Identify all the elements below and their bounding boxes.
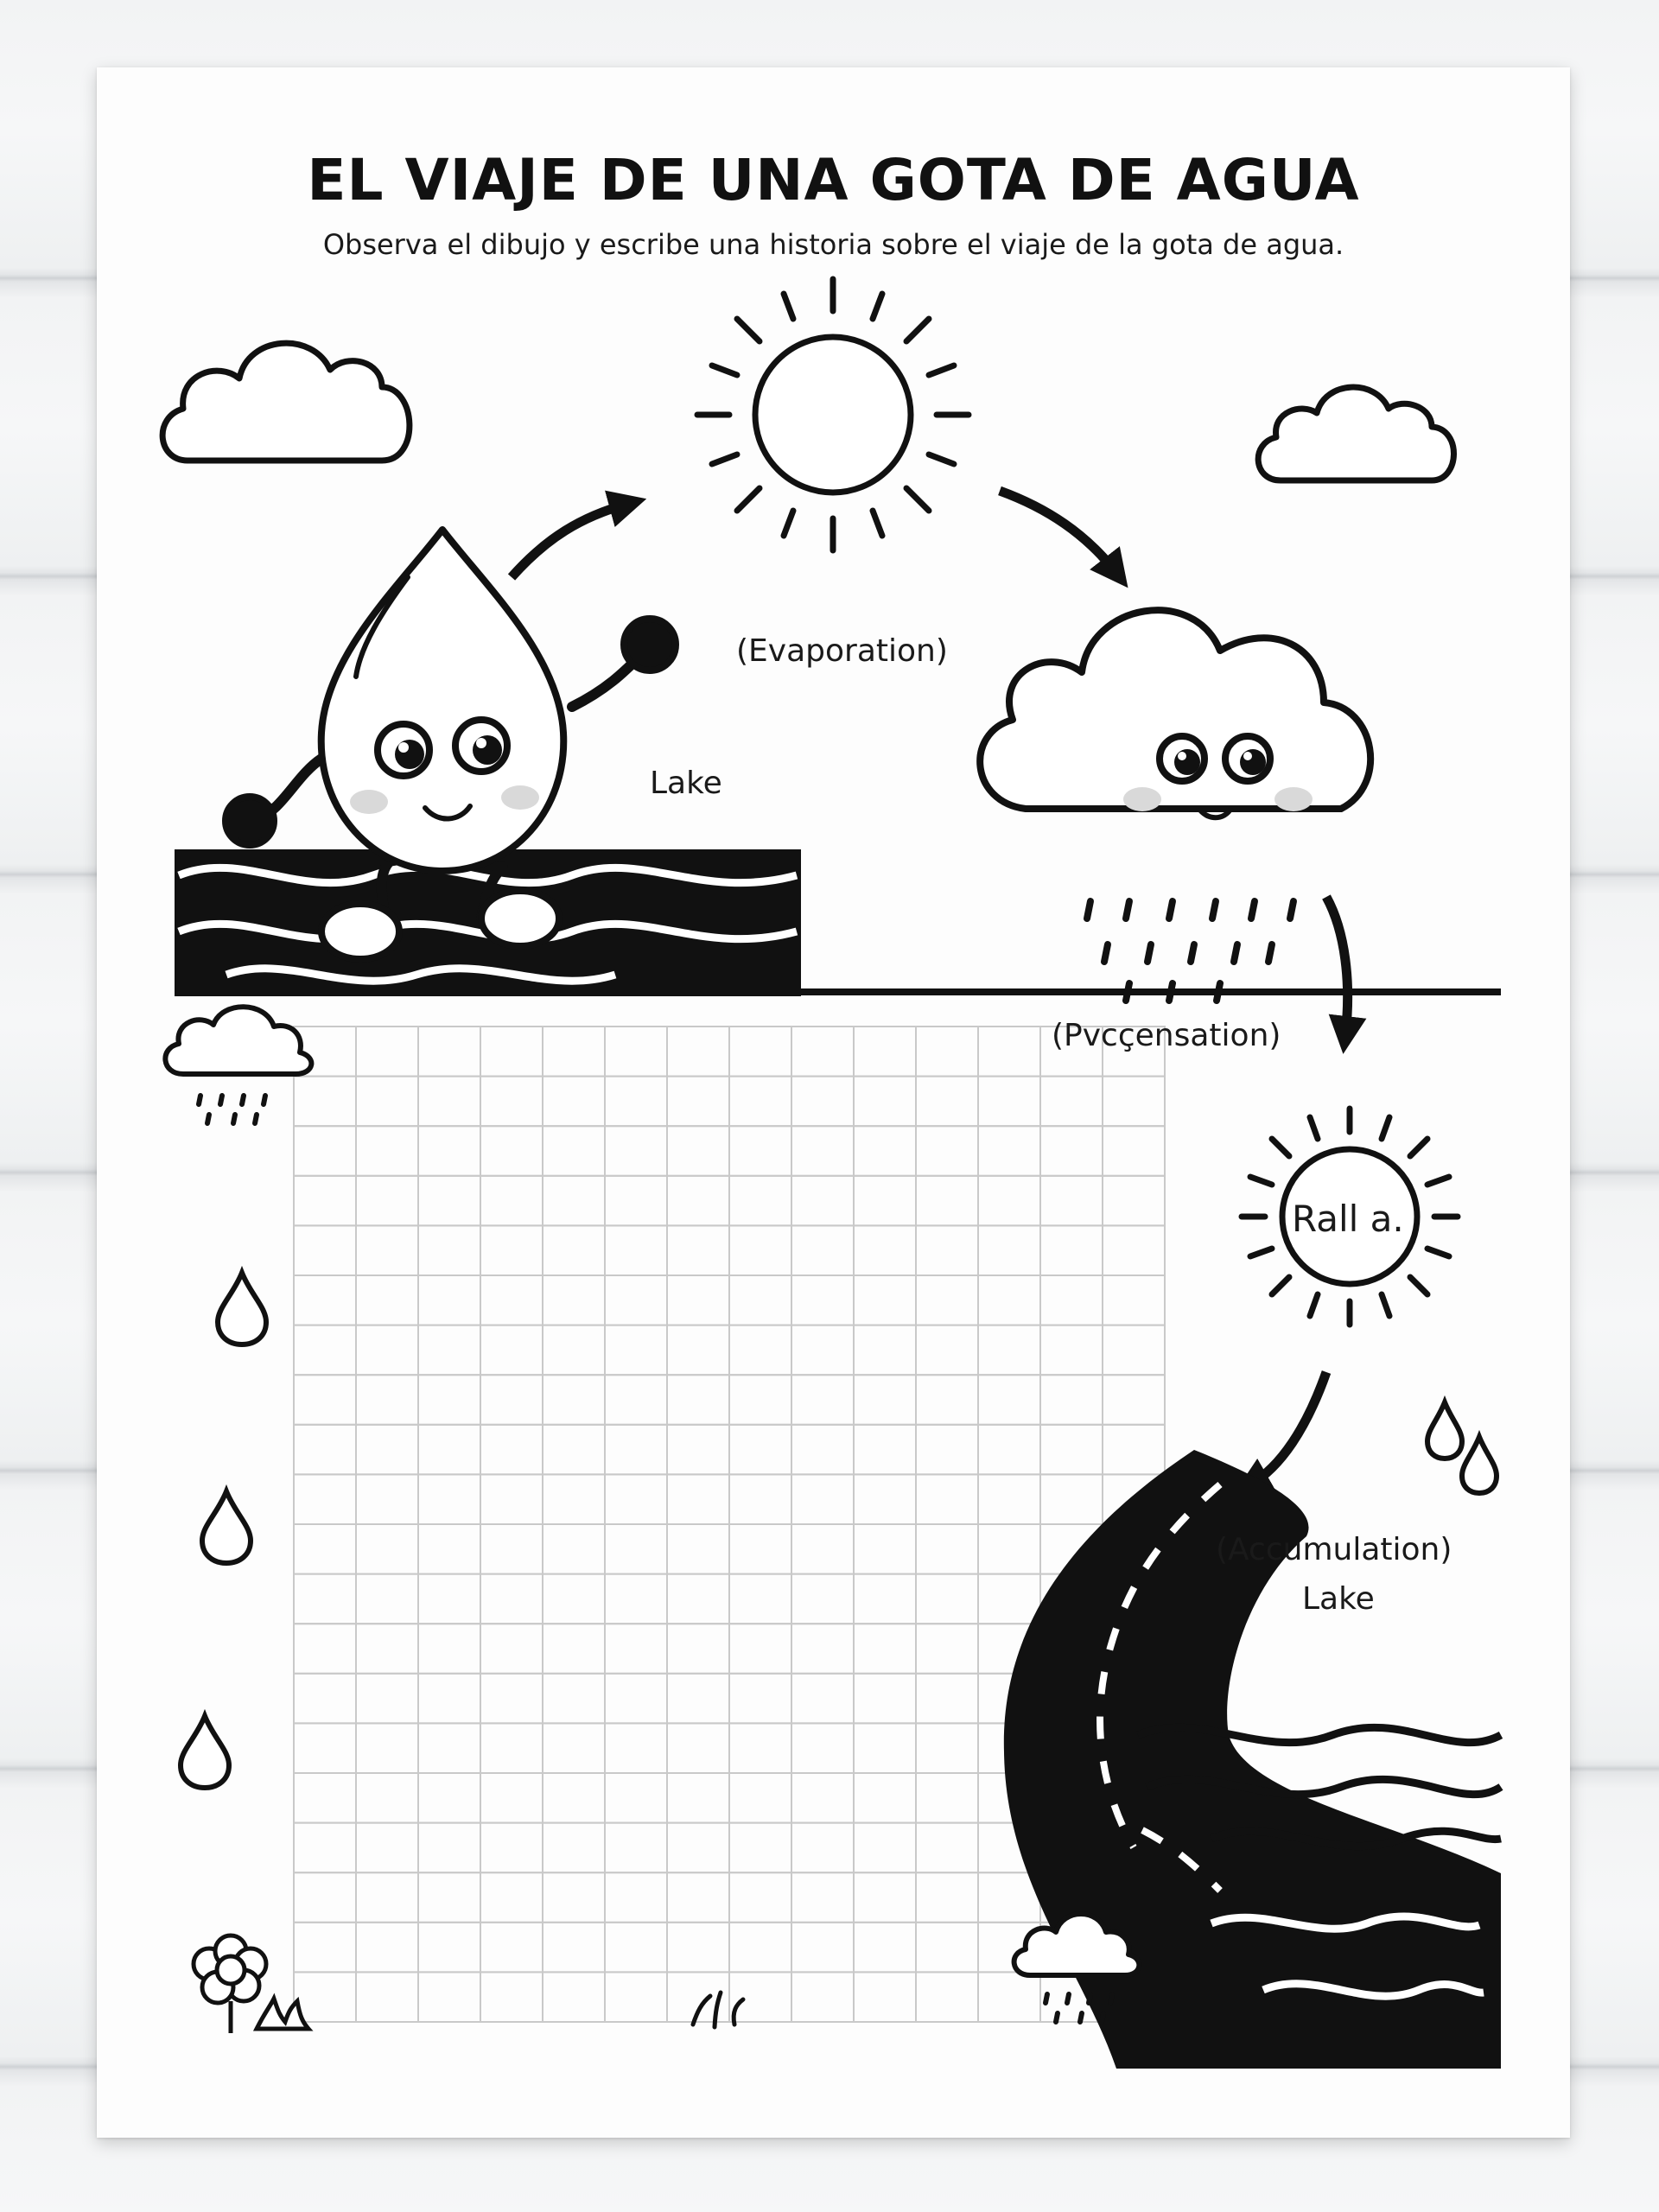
grid-cell xyxy=(667,1773,729,1823)
grid-cell xyxy=(543,1872,605,1923)
grid-cell xyxy=(418,1126,480,1176)
grid-cell xyxy=(916,1823,978,1873)
grid-cell xyxy=(356,1872,418,1923)
sun-icon xyxy=(697,279,969,550)
grid-cell xyxy=(791,1474,854,1524)
raindrops-icon xyxy=(1087,901,1294,1001)
grid-cell xyxy=(1103,1375,1165,1425)
grid-cell xyxy=(791,1624,854,1674)
grid-cell xyxy=(418,1027,480,1077)
grid-cell xyxy=(978,1425,1040,1475)
grid-cell xyxy=(294,1275,356,1325)
grid-cell xyxy=(729,1972,791,2022)
grid-cell xyxy=(418,1325,480,1376)
grid-cell xyxy=(418,1176,480,1226)
grid-cell xyxy=(543,1674,605,1724)
instructions-text: Observa el dibujo y escribe una historia sobre el viaje de la gota de agua. xyxy=(322,228,1344,261)
grid-cell xyxy=(978,1275,1040,1325)
grid-cell xyxy=(605,1275,667,1325)
rain-cloud-character xyxy=(980,610,1370,817)
grid-cell xyxy=(667,1524,729,1574)
grid-cell xyxy=(916,1225,978,1275)
grid-cell xyxy=(978,1375,1040,1425)
grid-cell xyxy=(978,1972,1040,2022)
grid-cell xyxy=(480,1474,543,1524)
grid-cell xyxy=(543,1225,605,1275)
grid-cell xyxy=(294,1872,356,1923)
grid-cell xyxy=(916,1077,978,1127)
grid-cell xyxy=(418,1077,480,1127)
grid-cell xyxy=(729,1923,791,1973)
grid-cell xyxy=(543,1474,605,1524)
grid-cell xyxy=(480,1225,543,1275)
grid-cell xyxy=(854,1773,916,1823)
water-drop-icon xyxy=(218,1273,266,1344)
grid-cell xyxy=(916,1773,978,1823)
grid-cell xyxy=(667,1176,729,1226)
grid-cell xyxy=(480,1723,543,1773)
grid-cell xyxy=(1040,1225,1103,1275)
grid-cell xyxy=(854,1923,916,1973)
grid-cell xyxy=(418,1474,480,1524)
grid-cell xyxy=(916,1872,978,1923)
grid-cell xyxy=(729,1275,791,1325)
grid-cell xyxy=(729,1126,791,1176)
grid-cell xyxy=(605,1674,667,1724)
grid-cell xyxy=(418,1275,480,1325)
grid-cell xyxy=(605,1972,667,2022)
grid-cell xyxy=(356,1425,418,1475)
water-drop-icon xyxy=(181,1716,229,1788)
flower-icon xyxy=(194,1936,266,2033)
grid-cell xyxy=(605,1773,667,1823)
grid-cell xyxy=(294,1425,356,1475)
grid-cell xyxy=(916,1524,978,1574)
grid-cell xyxy=(978,1225,1040,1275)
grid-cell xyxy=(791,1823,854,1873)
grid-cell xyxy=(480,1126,543,1176)
grass-icon xyxy=(257,1999,308,2029)
grid-cell xyxy=(294,1126,356,1176)
grid-cell xyxy=(1040,1275,1103,1325)
grid-cell xyxy=(729,1674,791,1724)
grid-cell xyxy=(791,1325,854,1376)
grid-cell xyxy=(294,1176,356,1226)
grid-cell xyxy=(1040,1425,1103,1475)
grid-cell xyxy=(418,1425,480,1475)
grid-cell xyxy=(418,1823,480,1873)
sun-label: Rall a. xyxy=(1292,1198,1404,1240)
grid-cell xyxy=(729,1474,791,1524)
grid-cell xyxy=(1040,1375,1103,1425)
grid-cell xyxy=(356,1275,418,1325)
grid-cell xyxy=(854,1176,916,1226)
grid-cell xyxy=(356,1126,418,1176)
grid-cell xyxy=(356,1823,418,1873)
grid-cell xyxy=(480,1375,543,1425)
grid-cell xyxy=(294,1823,356,1873)
grid-cell xyxy=(480,1425,543,1475)
grid-cell xyxy=(294,1674,356,1724)
grid-cell xyxy=(418,1723,480,1773)
grid-cell xyxy=(729,1823,791,1873)
grid-cell xyxy=(916,1375,978,1425)
cloud-icon xyxy=(162,343,410,461)
grid-cell xyxy=(791,1872,854,1923)
grid-cell xyxy=(916,1027,978,1077)
worksheet-page xyxy=(97,67,1570,2138)
grid-cell xyxy=(854,1972,916,2022)
grid-cell xyxy=(605,1624,667,1674)
grid-cell xyxy=(418,1872,480,1923)
grid-cell xyxy=(543,1425,605,1475)
grid-cell xyxy=(791,1375,854,1425)
grid-cell xyxy=(418,1225,480,1275)
grid-cell xyxy=(356,1077,418,1127)
grid-cell xyxy=(729,1773,791,1823)
grid-cell xyxy=(667,1624,729,1674)
grid-cell xyxy=(356,1524,418,1574)
grid-cell xyxy=(1040,1474,1103,1524)
grid-cell xyxy=(605,1126,667,1176)
grid-cell xyxy=(1040,1126,1103,1176)
grid-cell xyxy=(356,1176,418,1226)
grid-cell xyxy=(605,1225,667,1275)
grid-cell xyxy=(916,1126,978,1176)
grid-cell xyxy=(854,1574,916,1624)
grid-cell xyxy=(729,1176,791,1226)
grid-cell xyxy=(356,1574,418,1624)
grid-cell xyxy=(667,1275,729,1325)
grid-cell xyxy=(729,1524,791,1574)
grid-cell xyxy=(294,1225,356,1275)
grid-cell xyxy=(791,1225,854,1275)
grid-cell xyxy=(854,1524,916,1574)
grid-cell xyxy=(729,1325,791,1376)
arrow-icon xyxy=(1250,1372,1326,1484)
grid-cell xyxy=(729,1425,791,1475)
grid-cell xyxy=(916,1624,978,1674)
grid-cell xyxy=(480,1624,543,1674)
condensation-label: (Pvcçensation) xyxy=(1052,1018,1281,1053)
grid-cell xyxy=(854,1723,916,1773)
rain-cloud-icon xyxy=(165,1007,311,1123)
grid-cell xyxy=(667,1823,729,1873)
grid-cell xyxy=(605,1872,667,1923)
grid-cell xyxy=(605,1474,667,1524)
grid-cell xyxy=(854,1375,916,1425)
grid-cell xyxy=(854,1325,916,1376)
grid-cell xyxy=(916,1923,978,1973)
grid-cell xyxy=(356,1624,418,1674)
grid-cell xyxy=(791,1923,854,1973)
grid-cell xyxy=(543,1176,605,1226)
grid-cell xyxy=(294,1077,356,1127)
grid-cell xyxy=(791,1425,854,1475)
grid-cell xyxy=(667,1872,729,1923)
grid-cell xyxy=(294,1325,356,1376)
grid-cell xyxy=(543,1972,605,2022)
arrow-icon xyxy=(1326,897,1348,1035)
grid-cell xyxy=(543,1126,605,1176)
grid-cell xyxy=(729,1723,791,1773)
grid-cell xyxy=(418,1524,480,1574)
grid-cell xyxy=(854,1425,916,1475)
grid-cell xyxy=(480,1077,543,1127)
grid-cell xyxy=(543,1375,605,1425)
grid-cell xyxy=(480,1325,543,1376)
water-cycle-illustration xyxy=(97,67,1570,2138)
grid-cell xyxy=(605,1723,667,1773)
grid-cell xyxy=(791,1176,854,1226)
grid-cell xyxy=(667,1077,729,1127)
grid-cell xyxy=(854,1027,916,1077)
grid-cell xyxy=(543,1027,605,1077)
grid-cell xyxy=(418,1773,480,1823)
grid-cell xyxy=(480,1972,543,2022)
grid-cell xyxy=(605,1375,667,1425)
grid-cell xyxy=(605,1077,667,1127)
grid-cell xyxy=(356,1723,418,1773)
grid-cell xyxy=(916,1275,978,1325)
water-drop-icon xyxy=(202,1491,251,1563)
grid-cell xyxy=(480,1823,543,1873)
grid-cell xyxy=(667,1375,729,1425)
grid-cell xyxy=(978,1574,1040,1624)
grid-cell xyxy=(978,1325,1040,1376)
grid-cell xyxy=(294,1524,356,1574)
grid-cell xyxy=(418,1674,480,1724)
grid-cell xyxy=(978,1474,1040,1524)
grid-cell xyxy=(978,1176,1040,1226)
grid-cell xyxy=(480,1923,543,1973)
grid-cell xyxy=(356,1972,418,2022)
water-drop-icon xyxy=(1462,1437,1497,1493)
grid-cell xyxy=(543,1325,605,1376)
grid-cell xyxy=(791,1077,854,1127)
grid-cell xyxy=(356,1225,418,1275)
grid-cell xyxy=(667,1425,729,1475)
grid-cell xyxy=(294,1972,356,2022)
grid-cell xyxy=(791,1574,854,1624)
grid-cell xyxy=(854,1275,916,1325)
grid-cell xyxy=(605,1923,667,1973)
grid-cell xyxy=(791,1126,854,1176)
grid-cell xyxy=(543,1275,605,1325)
grid-cell xyxy=(294,1624,356,1674)
grid-cell xyxy=(791,1275,854,1325)
grid-cell xyxy=(356,1375,418,1425)
grid-cell xyxy=(1040,1176,1103,1226)
grid-cell xyxy=(1040,1325,1103,1376)
grid-cell xyxy=(1103,1225,1165,1275)
grid-cell xyxy=(480,1275,543,1325)
grid-cell xyxy=(916,1176,978,1226)
grid-cell xyxy=(418,1375,480,1425)
grid-cell xyxy=(854,1674,916,1724)
water-drop-icon xyxy=(1427,1402,1462,1459)
grid-cell xyxy=(667,1923,729,1973)
grid-cell xyxy=(1103,1425,1165,1475)
grid-cell xyxy=(294,1923,356,1973)
grid-cell xyxy=(480,1027,543,1077)
grid-cell xyxy=(729,1027,791,1077)
grid-cell xyxy=(356,1923,418,1973)
grid-cell xyxy=(418,1972,480,2022)
grid-cell xyxy=(916,1474,978,1524)
grid-cell xyxy=(356,1674,418,1724)
grid-cell xyxy=(916,1325,978,1376)
grid-cell xyxy=(356,1773,418,1823)
grid-cell xyxy=(667,1474,729,1524)
grid-cell xyxy=(605,1176,667,1226)
grid-cell xyxy=(543,1574,605,1624)
grid-cell xyxy=(978,1524,1040,1574)
grid-cell xyxy=(916,1723,978,1773)
grid-cell xyxy=(729,1225,791,1275)
grid-cell xyxy=(1103,1275,1165,1325)
grid-cell xyxy=(543,1624,605,1674)
grid-cell xyxy=(543,1823,605,1873)
grid-cell xyxy=(854,1872,916,1923)
grid-cell xyxy=(791,1027,854,1077)
grid-cell xyxy=(605,1823,667,1873)
grid-cell xyxy=(543,1723,605,1773)
grid-cell xyxy=(854,1126,916,1176)
grid-cell xyxy=(543,1524,605,1574)
grid-cell xyxy=(605,1524,667,1574)
grid-cell xyxy=(729,1624,791,1674)
grid-cell xyxy=(791,1723,854,1773)
lake-label: Lake xyxy=(650,766,722,801)
grid-cell xyxy=(729,1574,791,1624)
grid-cell xyxy=(916,1972,978,2022)
grid-cell xyxy=(480,1872,543,1923)
arrow-icon xyxy=(1000,491,1116,573)
grid-cell xyxy=(605,1425,667,1475)
grid-cell xyxy=(480,1176,543,1226)
grid-cell xyxy=(729,1077,791,1127)
grid-cell xyxy=(667,1674,729,1724)
grid-cell xyxy=(854,1474,916,1524)
grid-cell xyxy=(605,1574,667,1624)
grid-cell xyxy=(791,1674,854,1724)
arrow-icon xyxy=(512,504,628,577)
grid-cell xyxy=(667,1126,729,1176)
grid-cell xyxy=(294,1375,356,1425)
grid-cell xyxy=(418,1624,480,1674)
grid-cell xyxy=(543,1077,605,1127)
grid-cell xyxy=(294,1773,356,1823)
evaporation-label: (Evaporation) xyxy=(736,633,948,669)
grid-cell xyxy=(294,1574,356,1624)
grid-cell xyxy=(978,1027,1040,1077)
grid-cell xyxy=(356,1474,418,1524)
grid-cell xyxy=(854,1624,916,1674)
grid-cell xyxy=(480,1574,543,1624)
grid-cell xyxy=(667,1225,729,1275)
grid-cell xyxy=(480,1524,543,1574)
grid-cell xyxy=(543,1773,605,1823)
grid-cell xyxy=(916,1574,978,1624)
grid-cell xyxy=(916,1674,978,1724)
grid-cell xyxy=(356,1027,418,1077)
grid-cell xyxy=(854,1823,916,1873)
cloud-icon xyxy=(1258,387,1453,480)
grid-cell xyxy=(418,1923,480,1973)
grid-cell xyxy=(791,1773,854,1823)
grid-cell xyxy=(294,1474,356,1524)
grid-cell xyxy=(480,1674,543,1724)
grid-cell xyxy=(605,1027,667,1077)
grid-cell xyxy=(294,1723,356,1773)
grid-cell xyxy=(854,1225,916,1275)
grid-cell xyxy=(916,1425,978,1475)
grid-cell xyxy=(356,1325,418,1376)
grid-cell xyxy=(729,1375,791,1425)
grid-cell xyxy=(1103,1325,1165,1376)
grid-cell xyxy=(1103,1077,1165,1127)
grid-cell xyxy=(854,1077,916,1127)
grid-cell xyxy=(791,1524,854,1574)
grid-cell xyxy=(1103,1176,1165,1226)
lake-label-bottom: Lake xyxy=(1302,1581,1375,1617)
grid-cell xyxy=(543,1923,605,1973)
page-title: EL VIAJE DE UNA GOTA DE AGUA xyxy=(307,147,1360,213)
grid-cell xyxy=(418,1574,480,1624)
grid-cell xyxy=(667,1723,729,1773)
grid-cell xyxy=(729,1872,791,1923)
grid-cell xyxy=(667,1574,729,1624)
grid-cell xyxy=(667,1325,729,1376)
grid-cell xyxy=(605,1325,667,1376)
grid-cell xyxy=(978,1126,1040,1176)
grid-cell xyxy=(480,1773,543,1823)
grid-cell xyxy=(1040,1077,1103,1127)
grid-cell xyxy=(978,1077,1040,1127)
grid-cell xyxy=(667,1027,729,1077)
grid-cell xyxy=(1103,1126,1165,1176)
grid-cell xyxy=(791,1972,854,2022)
accumulation-label: (Accumulation) xyxy=(1216,1532,1452,1567)
